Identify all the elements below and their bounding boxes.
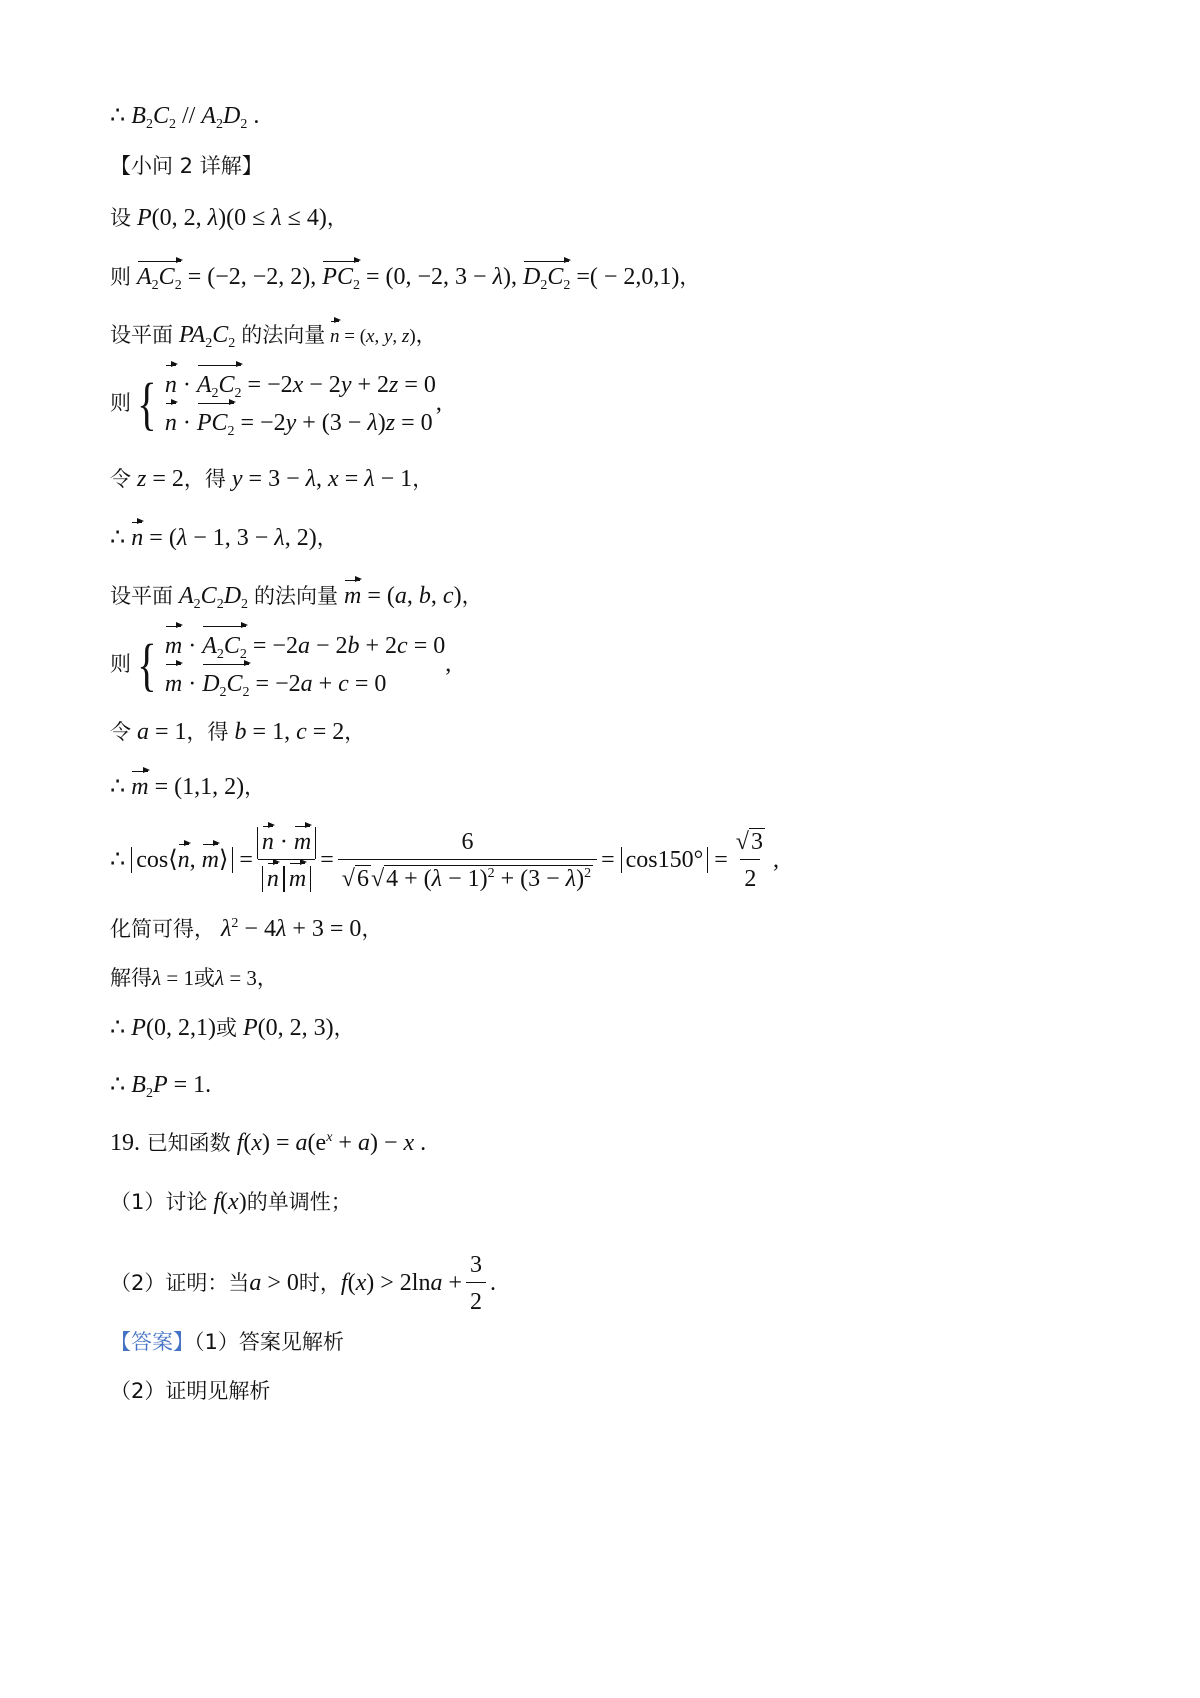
- point-p-assumption: 设 P(0, 2, λ)(0 ≤ λ ≤ 4)，: [110, 205, 348, 231]
- parallel-conclusion: ∴ $B_2C_2 // A_2D_2$ .: [110, 103, 260, 132]
- lambda-solutions: 解得λ = 1或λ = 3，: [110, 966, 278, 990]
- answer-tag: 【答案】: [110, 1330, 194, 1354]
- question-19-statement: 19. 已知函数 $f(x) = a(e^x + a) - x$ .: [110, 1130, 427, 1156]
- question-19-part-2: （2）证明：当 a > 0 时， f(x) > 2lna + $\frac{3}{2}$ .: [110, 1251, 496, 1315]
- answer-part-1: 【答案】（1）答案见解析: [110, 1330, 344, 1354]
- final-length-result: ∴ $B_2P = 1$.: [110, 1072, 212, 1101]
- answer-part-2: （2）证明见解析: [110, 1379, 271, 1403]
- vector-coordinates: 则 $A_2C_2 = (-2$, −2, 2), $PC_2 = (0$, −2, 3 − λ), $D_2C_2$ =( − 2,0,1)，: [110, 264, 701, 293]
- section-heading-part-2: 【小问 2 详解】: [110, 154, 263, 178]
- point-p-solutions: ∴ P(0, 2,1)或 P(0, 2, 3)，: [110, 1015, 355, 1041]
- simplified-equation: 化简可得， $\lambda^2 - 4\lambda + 3 = 0$，: [110, 916, 383, 942]
- system-equations-m: 则 { $m \cdot A_2C_2 = -2a - 2b + 2c = 0$ $m \cdot D_2C_2 = -2a + c = 0$ ,: [110, 627, 451, 703]
- question-19-part-1: （1）讨论 f(x)的单调性；: [110, 1189, 352, 1215]
- set-a-value: 令 a = 1，得 b = 1, c = 2，: [110, 719, 366, 745]
- normal-vector-m-result: ∴ m = (1,1, 2)，: [110, 774, 266, 800]
- cosine-angle-equation: ∴ cos⟨n, m⟩ = $\frac{n \cdot m}{\text{n m}}$ = $\frac{6}{√6√4 + (\lambda - 1)^2 + (3 - \lambda)^2}$ = cos150° = $\frac{√3}{2}$ ,: [110, 828, 779, 892]
- normal-vector-m-setup: 设平面 $A_2C_2D_2$ 的法向量 m = (a, b, c)，: [110, 583, 483, 612]
- normal-vector-n-setup: 设平面 $PA_2C_2$ 的法向量 n = (x, y, z)，: [110, 322, 437, 351]
- set-z-value: 令 z = 2，得 y = 3 − λ, x = λ − 1，: [110, 466, 434, 492]
- normal-vector-n-result: ∴ n = (λ − 1, 3 − λ, 2)，: [110, 525, 338, 551]
- system-equations-n: 则 { $n \cdot A_2C_2 = -2x - 2y + 2z = 0$ $n \cdot PC_2 = -2y + (3 - \lambda)z = 0$ ,: [110, 366, 442, 442]
